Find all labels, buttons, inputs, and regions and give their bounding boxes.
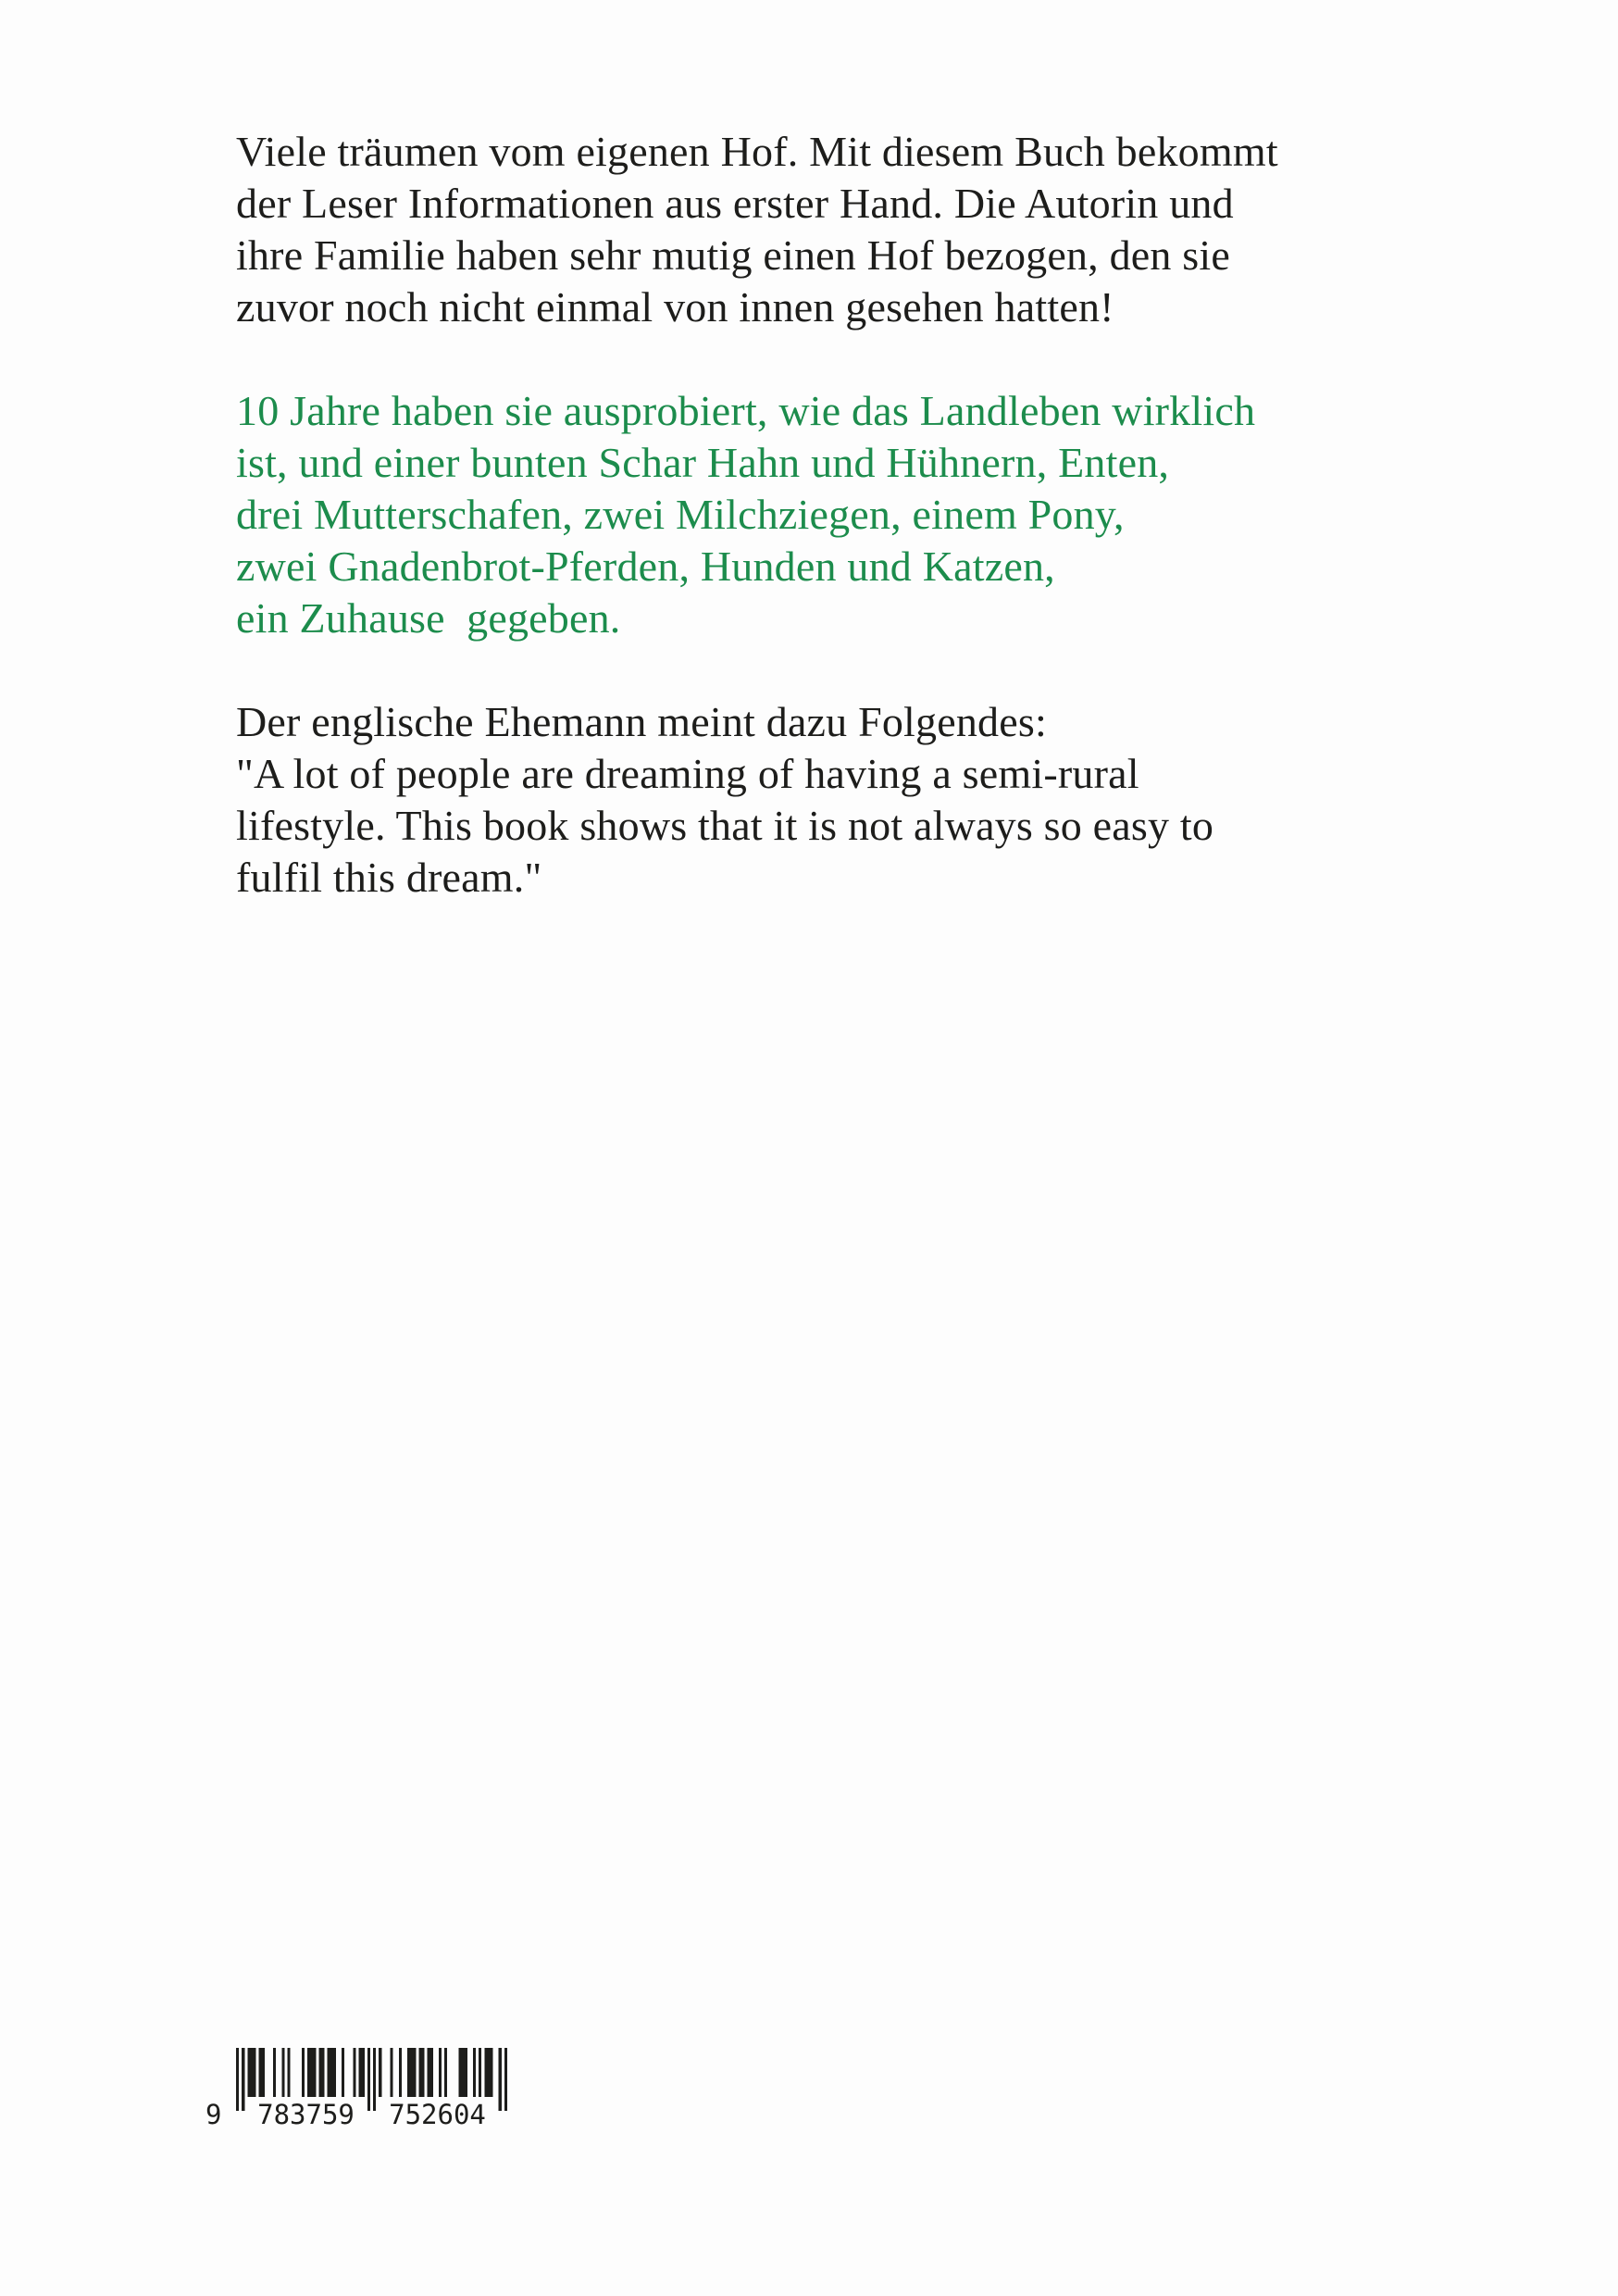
text-line: zwei Gnadenbrot-Pferden, Hunden und Katzen, [236, 543, 1055, 590]
text-line: lifestyle. This book shows that it is not always so easy to [236, 802, 1214, 849]
text-line: ein Zuhause gegeben. [236, 594, 621, 642]
text-line: fulfil this dream." [236, 854, 542, 901]
text-line: der Leser Informationen aus erster Hand. Die Autorin und [236, 180, 1234, 227]
paragraph-quote [236, 696, 1278, 904]
text-line: drei Mutterschafen, zwei Milchziegen, einem Pony, [236, 491, 1125, 538]
text-line: Viele träumen vom eigenen Hof. Mit diesem Buch bekommt [236, 128, 1278, 175]
isbn-left-group: 783759 [257, 2099, 355, 2130]
text-line: zuvor noch nicht einmal von innen gesehen hatten! [236, 283, 1114, 331]
isbn-right-group: 752604 [389, 2099, 486, 2130]
text-line: "A lot of people are dreaming of having a semi-rural [236, 750, 1139, 797]
paragraph-intro [236, 126, 1278, 333]
blurb-text [236, 126, 1278, 955]
isbn-prefix-digit: 9 [205, 2099, 222, 2130]
paragraph-highlight [236, 385, 1278, 644]
text-line: 10 Jahre haben sie ausprobiert, wie das Landleben wirklich [236, 387, 1256, 434]
text-line: ist, und einer bunten Schar Hahn und Hühnern, Enten, [236, 439, 1170, 486]
text-line: Der englische Ehemann meint dazu Folgendes: [236, 698, 1047, 745]
isbn-barcode [205, 2048, 520, 2133]
text-line: ihre Familie haben sehr mutig einen Hof bezogen, den sie [236, 231, 1230, 279]
